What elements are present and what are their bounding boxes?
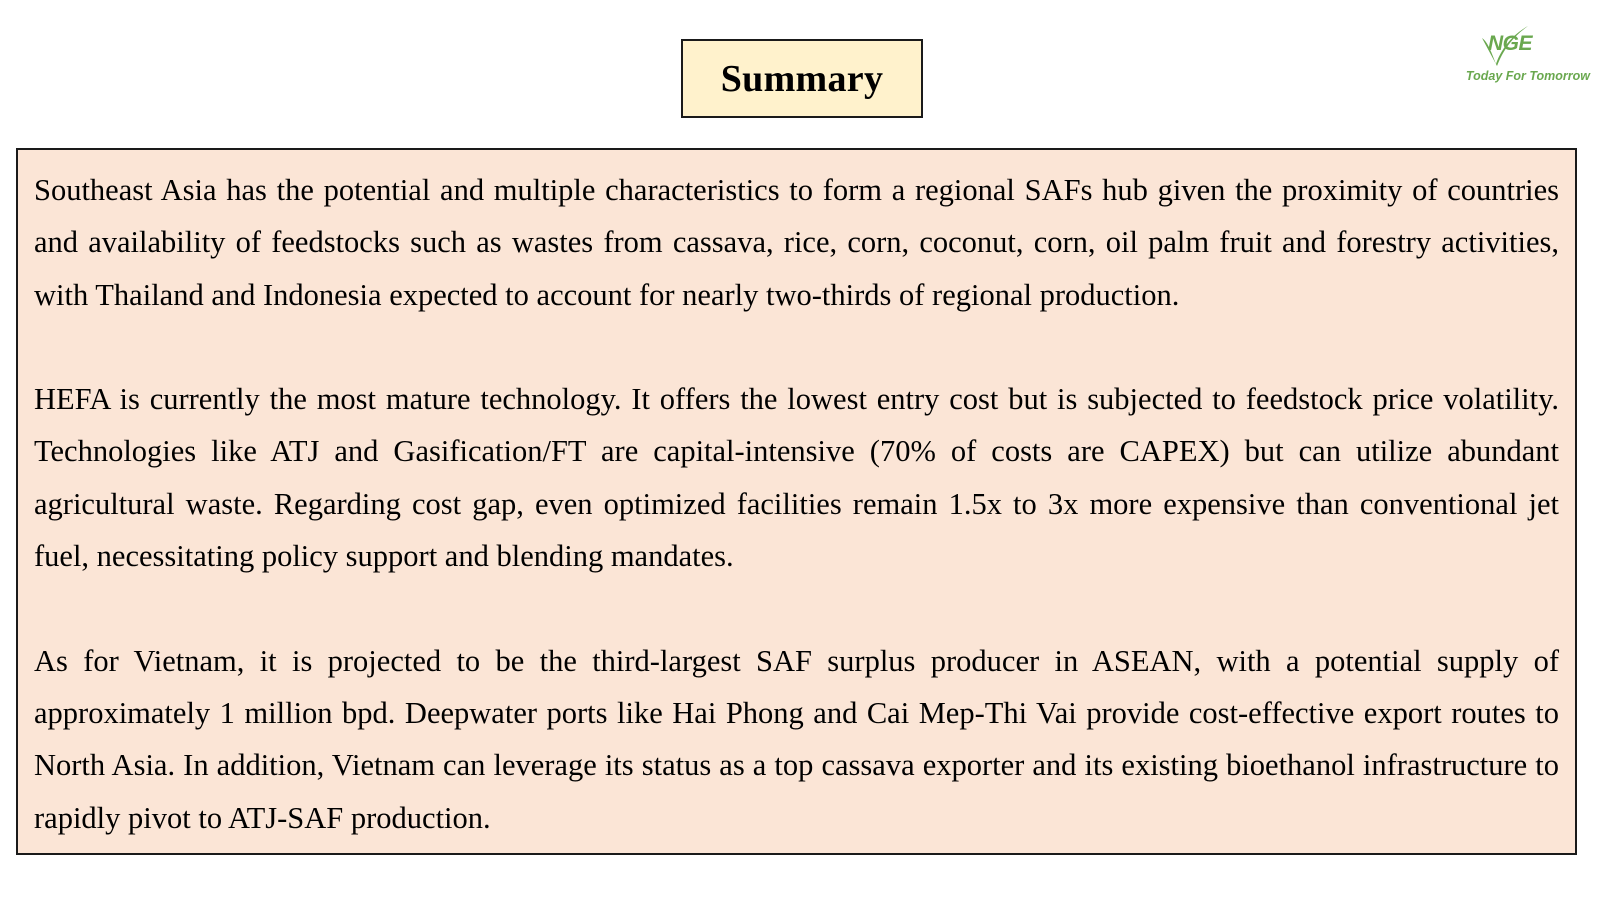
summary-content-box — [16, 148, 1577, 855]
page-title: Summary — [720, 57, 884, 100]
summary-paragraph-technology: HEFA is currently the most mature technology. It offers the lowest entry cost but is subjected to feedstock price volatility. Technologies like ATJ and Gasification/FT are capital-intensive (70% of costs are CAPEX) but can utilize abundant agricultural waste. Regarding cost gap, even optimized facilities remain 1.5x to 3x more expensive than conventional jet fuel, necessitating policy support and blending mandates. — [34, 382, 1559, 574]
vnge-logo — [1440, 18, 1590, 90]
title-box — [681, 39, 923, 118]
summary-paragraph-vietnam: As for Vietnam, it is projected to be the third-largest SAF surplus producer in ASEAN, with a potential supply of approximately 1 million bpd. Deepwater ports like Hai Phong and Cai Mep-Thi Vai provide cost-effective export routes to North Asia. In addition, Vietnam can leverage its status as a top cassava exporter and its existing bioethanol infrastructure to rapidly pivot to ATJ-SAF production. — [34, 643, 1559, 835]
logo-name: NGE — [1488, 32, 1533, 55]
summary-paragraph-southeast-asia: Southeast Asia has the potential and multiple characteristics to form a regional SAFs hub given the proximity of countries and availability of feedstocks such as wastes from cassava, rice, corn, coconut, corn, oil palm fruit and forestry activities, with Thailand and Indonesia expected to account for nearly two-thirds of regional production. — [34, 173, 1559, 312]
logo-tagline: Today For Tomorrow — [1465, 69, 1590, 83]
